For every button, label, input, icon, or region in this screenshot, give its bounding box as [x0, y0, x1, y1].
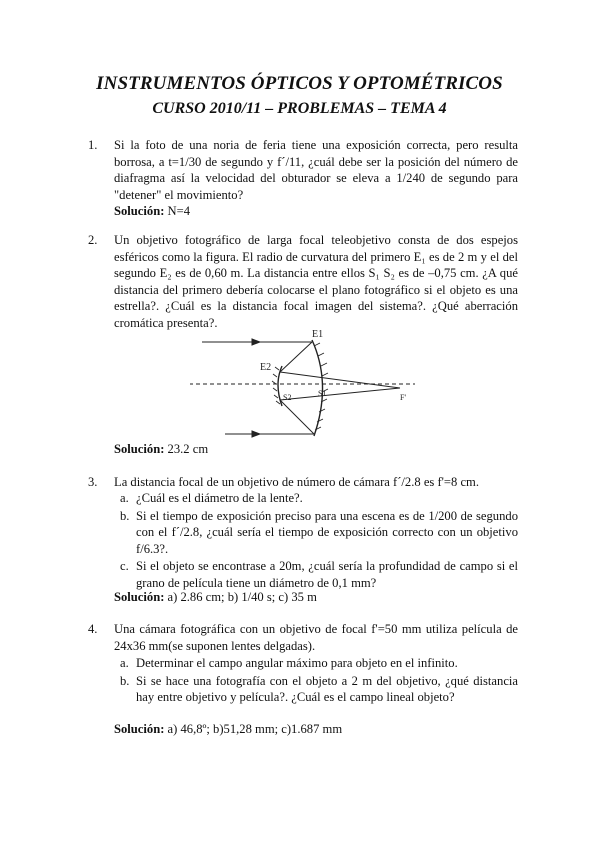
telephoto-mirror-diagram: [190, 330, 420, 442]
sub-text: Si se hace una fotografía con el objeto a 2 m del objetivo, ¿qué distancia hay entre objetivo y película?. ¿Cuál es el campo lineal objeto?: [136, 673, 518, 704]
problem-number: 4.: [88, 622, 98, 636]
sub-letter: b.: [120, 508, 130, 523]
page-title: INSTRUMENTOS ÓPTICOS Y OPTOMÉTRICOS: [96, 73, 503, 94]
sub-items: [116, 655, 518, 706]
problem-text: Un objetivo fotográfico de larga focal teleobjetivo consta de dos espejos esféricos como la figura. El radio de curvatura del primero E₁ es de 2 m y el del segundo E₂ es de 0,60 m. La distancia entre ellos S₁ S₂ es de –0,75 cm. ¿A qué distancia del primero debería colocarse el plano fotográfico si el objeto es una estrella?. ¿Cuál es la distancia focal imagen del sistema?. ¿Qué aberración cromática presenta?.: [114, 233, 518, 330]
solution-label: Solución:: [114, 590, 165, 604]
problem-text: Una cámara fotográfica con un objetivo de focal f'=50 mm utiliza película de 24x36 mm(se suponen lentes delgadas).: [114, 622, 518, 653]
sub-item-b: [116, 673, 518, 706]
sub-item-a: [116, 490, 518, 507]
solution-label: Solución:: [114, 204, 165, 218]
sub-letter: a.: [120, 491, 129, 505]
page-subtitle: CURSO 2010/11 – PROBLEMAS – TEMA 4: [152, 100, 447, 117]
problem-number: 1.: [88, 138, 98, 152]
label-e2: E2: [260, 362, 272, 373]
sub-item-c: [116, 558, 518, 591]
sub-letter: a.: [120, 656, 129, 670]
solution-value: 23.2 cm: [164, 442, 209, 456]
label-s1: S1: [318, 389, 327, 398]
solution: [114, 721, 342, 738]
mirror-e1-hatch: [314, 343, 328, 430]
converging-ray-top: [280, 372, 400, 388]
sub-letter: c.: [120, 559, 129, 573]
solution-value: a) 2.86 cm; b) 1/40 s; c) 35 m: [164, 590, 317, 604]
sub-items: [116, 490, 518, 591]
solution-label: Solución:: [114, 722, 165, 736]
reflected-ray-bottom: [280, 400, 314, 434]
label-f-prime: F': [400, 393, 406, 402]
solution: [114, 203, 190, 220]
solution-label: Solución:: [114, 442, 165, 456]
solution: [114, 589, 317, 606]
sub-item-b: [116, 508, 518, 558]
sub-text: Si el objeto se encontrase a 20m, ¿cuál sería la profundidad de campo si el grano de película tiene un diámetro de 0,1 mm?: [136, 559, 518, 590]
label-e1: E1: [312, 330, 324, 340]
reflected-ray-top: [280, 342, 312, 372]
solution-value: N=4: [164, 204, 191, 218]
label-s2: S2: [283, 393, 292, 402]
solution: [114, 441, 208, 458]
problem-number: 3.: [88, 475, 98, 489]
problem-text: La distancia focal de un objetivo de número de cámara f´/2.8 es f'=8 cm.: [114, 475, 480, 489]
mirror-e2-hatch: [272, 367, 280, 404]
solution-value: a) 46,8º; b)51,28 mm; c)1.687 mm: [164, 722, 343, 736]
sub-letter: b.: [120, 673, 130, 688]
sub-text: ¿Cuál es el diámetro de la lente?.: [136, 491, 303, 505]
problem-number: 2.: [88, 233, 98, 247]
sub-text: Si el tiempo de exposición preciso para una escena es de 1/200 de segundo con el f´/2.8, ¿cuál sería el tiempo de exposición correcto con un objetivo f/6.3?.: [136, 508, 518, 556]
converging-ray-bottom: [280, 388, 400, 400]
arrow-icon: [252, 431, 260, 437]
sub-text: Determinar el campo angular máximo para objeto en el infinito.: [136, 656, 458, 670]
arrow-icon: [252, 339, 260, 345]
sub-item-a: [116, 655, 518, 672]
problem-text: Si la foto de una noria de feria tiene una exposición correcta, pero resulta borrosa, a t=1/30 de segundo y f´/11, ¿cuál debe ser la posición del número de diafragma así la velocidad del obturador se eleva a 1/240 de segundo para "detener" el movimiento?: [114, 138, 518, 202]
